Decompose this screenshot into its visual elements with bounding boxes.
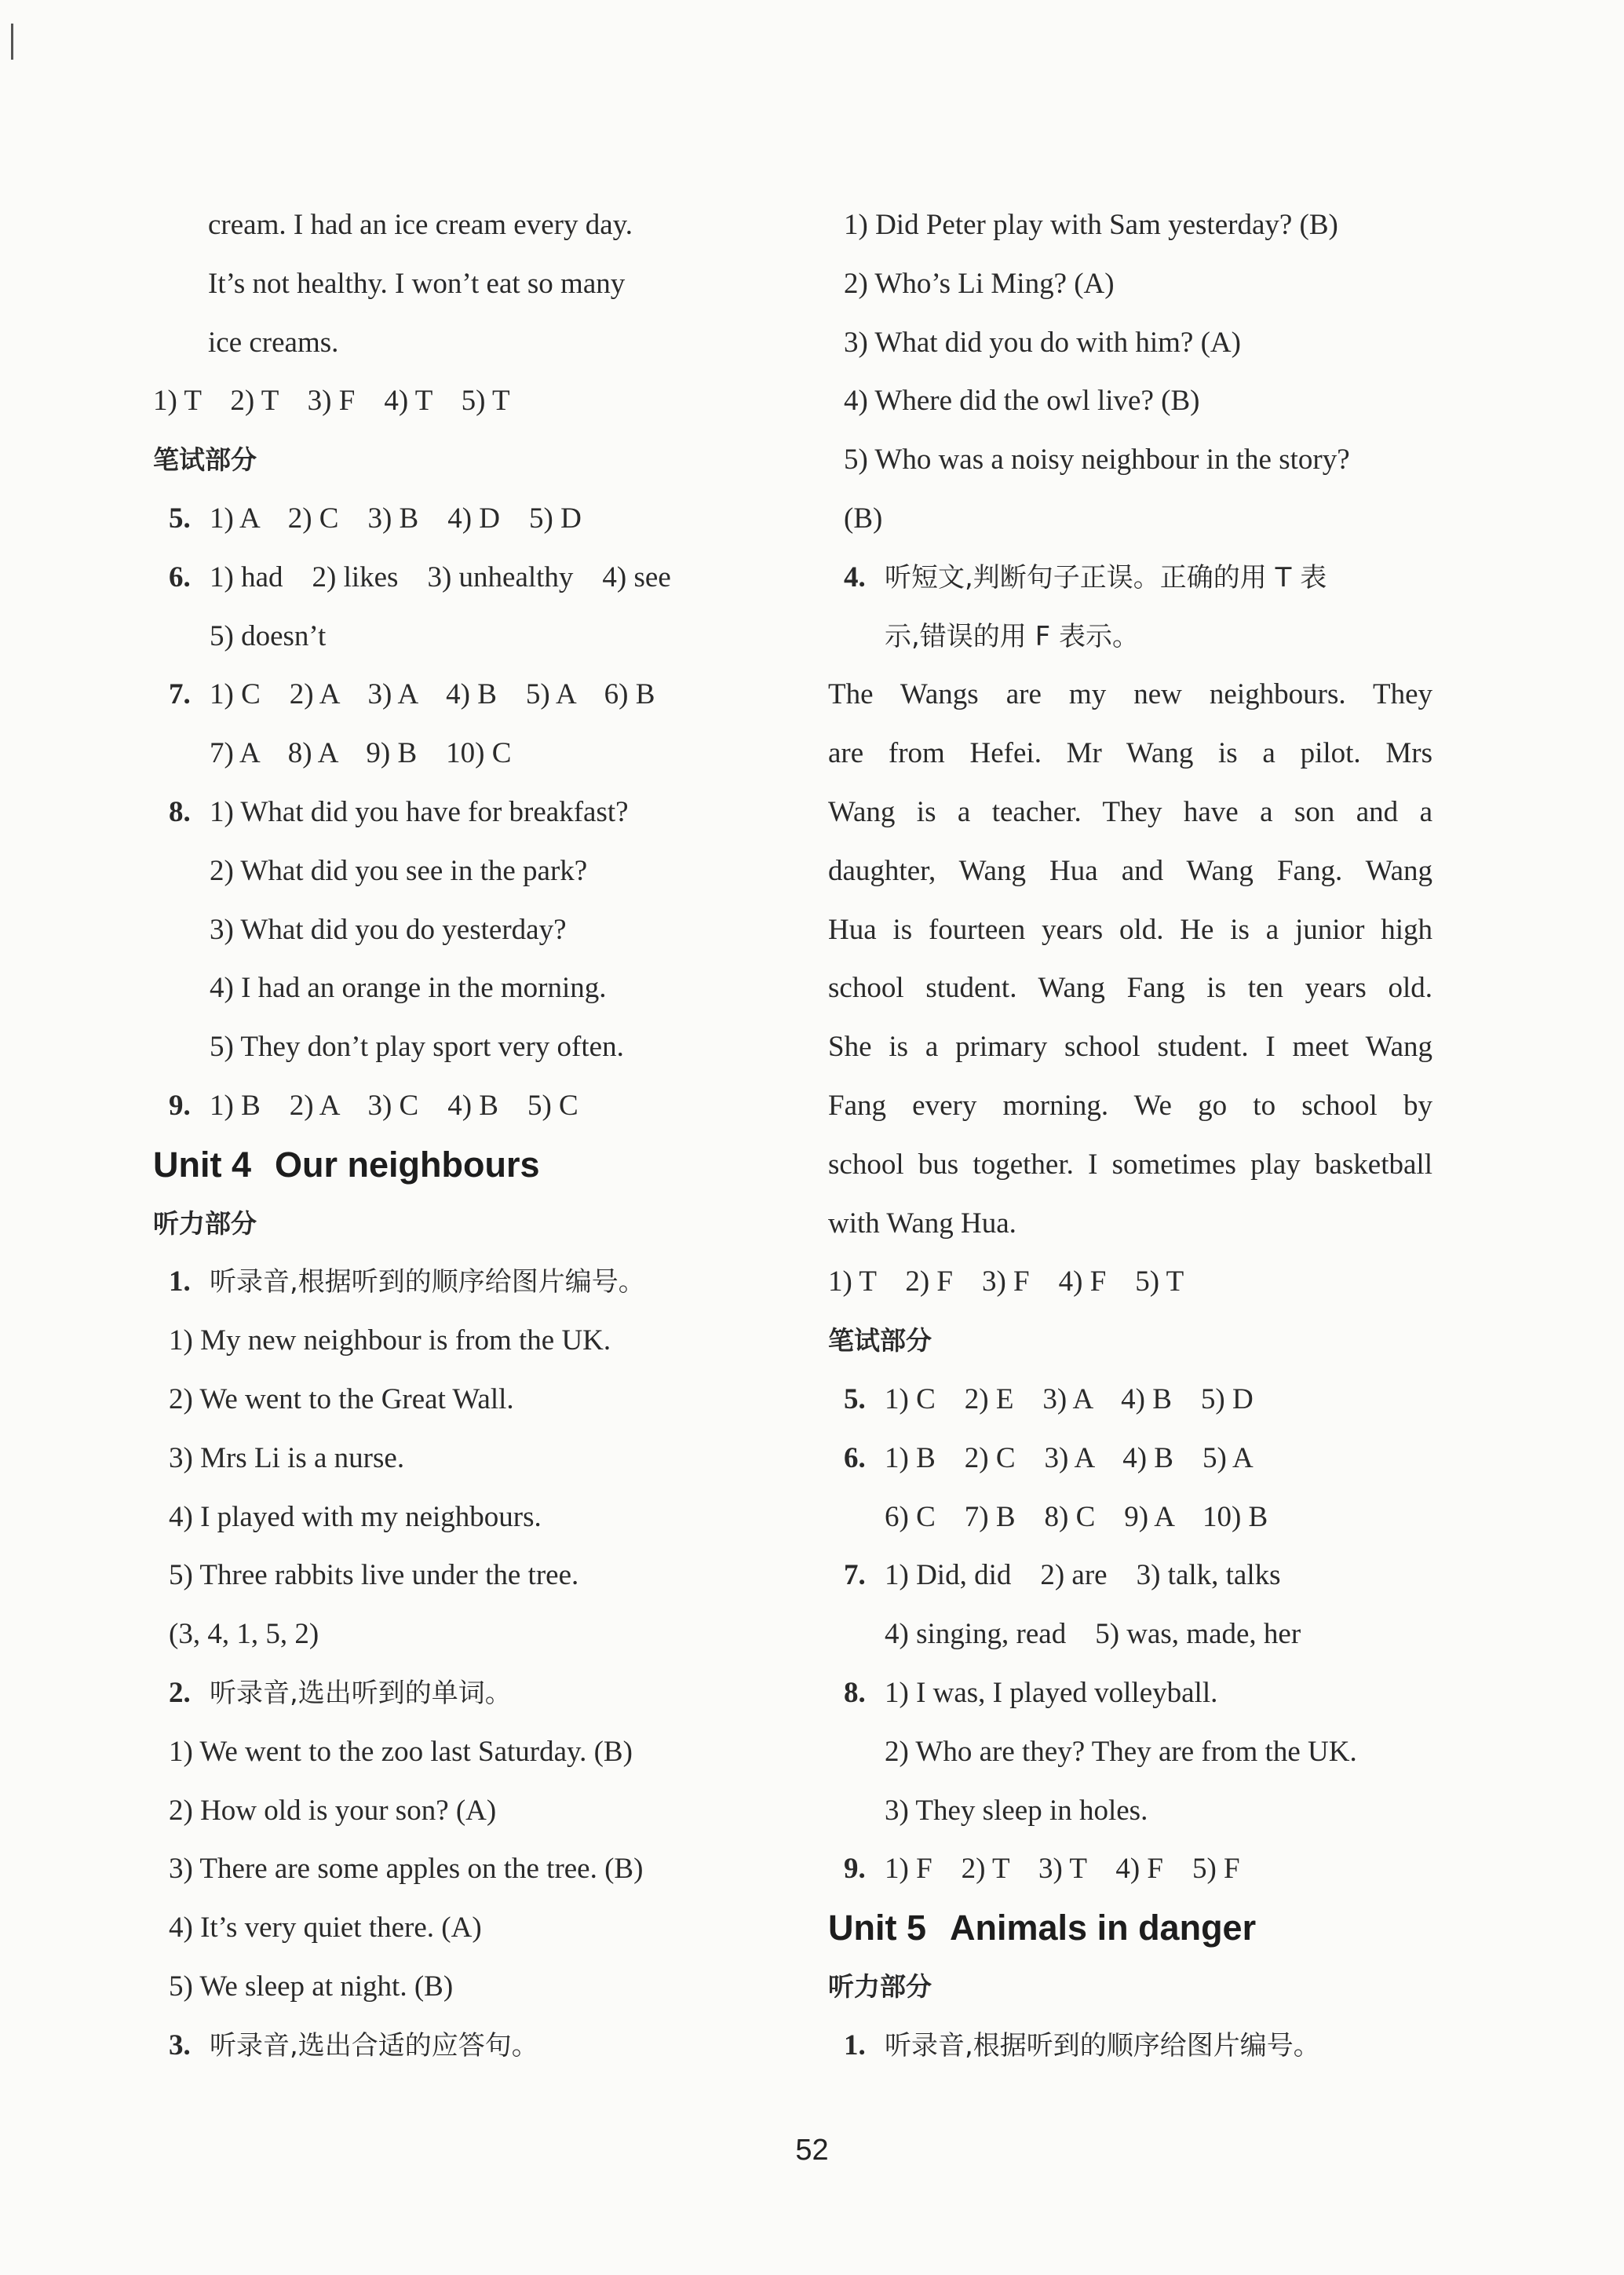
passage-line: The Wangs are my new neighbours. They — [828, 678, 1432, 711]
question-instruction-cont: 示,错误的用 F 表示。 — [885, 620, 1139, 652]
question-number: 9. — [169, 1089, 191, 1122]
answer-line: 1) T 2) T 3) F 4) T 5) T — [153, 385, 510, 418]
script-line: 2) We went to the Great Wall. — [169, 1382, 514, 1415]
question-instruction: 听录音,根据听到的顺序给图片编号。 — [210, 1266, 645, 1298]
unit-label: Unit 5 — [828, 1908, 927, 1948]
question-number: 8. — [169, 795, 191, 828]
script-line: 4) It’s very quiet there. (A) — [169, 1912, 482, 1945]
script-line: 3) What did you do with him? (A) — [844, 326, 1241, 359]
listening-question-4 — [828, 549, 1432, 608]
question-number: 8. — [844, 1676, 866, 1709]
question-9 — [828, 1840, 1432, 1899]
question-number: 6. — [169, 561, 191, 593]
question-number: 9. — [844, 1853, 866, 1886]
answer-text: 1) Did, did 2) are 3) talk, talks — [885, 1559, 1281, 1592]
answer-text: 1) A 2) C 3) B 4) D 5) D — [210, 502, 582, 535]
left-column — [153, 196, 773, 2076]
script-line: 2) How old is your son? (A) — [169, 1794, 497, 1827]
question-number: 6. — [844, 1441, 866, 1474]
passage-line: daughter, Wang Hua and Wang Fang. Wang — [828, 854, 1432, 887]
unit-heading — [153, 1136, 773, 1195]
answer-line: 6) C 7) B 8) C 9) A 10) B — [885, 1500, 1268, 1533]
section-heading-written: 笔试部分 — [153, 444, 257, 476]
question-5 — [153, 490, 773, 549]
answer-text: 1) C 2) A 3) A 4) B 5) A 6) B — [210, 678, 655, 711]
right-column — [828, 196, 1432, 2076]
answer-line: 2) Who are they? They are from the UK. — [885, 1735, 1357, 1768]
script-line: 1) We went to the zoo last Saturday. (B) — [169, 1735, 633, 1768]
passage-line: Fang every morning. We go to school by — [828, 1089, 1432, 1122]
script-line: 5) Who was a noisy neighbour in the story? — [844, 444, 1350, 477]
passage-line: school student. Wang Fang is ten years old. — [828, 972, 1432, 1005]
script-line: 5) Three rabbits live under the tree. — [169, 1559, 579, 1592]
question-instruction: 听录音,选出听到的单词。 — [210, 1677, 512, 1709]
script-line: 4) I played with my neighbours. — [169, 1500, 542, 1533]
question-5 — [828, 1371, 1432, 1430]
script-line: 4) Where did the owl live? (B) — [844, 385, 1200, 418]
unit-heading — [828, 1899, 1432, 1958]
unit-label: Unit 4 — [153, 1144, 252, 1185]
script-line: (B) — [844, 502, 883, 535]
question-number: 4. — [844, 561, 866, 593]
question-instruction: 听录音,根据听到的顺序给图片编号。 — [885, 2029, 1320, 2061]
question-number: 2. — [169, 1676, 191, 1709]
question-number: 1. — [169, 1265, 191, 1298]
answer-line: 2) What did you see in the park? — [210, 854, 588, 887]
answer-line: 3) They sleep in holes. — [885, 1794, 1148, 1827]
answer-text: 1) What did you have for breakfast? — [210, 795, 629, 828]
section-heading-written: 笔试部分 — [828, 1325, 932, 1357]
answer-line: 4) I had an orange in the morning. — [210, 972, 607, 1005]
passage-line: school bus together. I sometimes play basketball — [828, 1148, 1432, 1181]
question-number: 7. — [169, 678, 191, 711]
answer-line: 5) doesn’t — [210, 619, 327, 652]
question-number: 3. — [169, 2029, 191, 2061]
question-9 — [153, 1077, 773, 1136]
answer-text: 1) B 2) C 3) A 4) B 5) A — [885, 1441, 1254, 1474]
question-number: 5. — [169, 502, 191, 535]
listening-question-1 — [153, 1253, 773, 1312]
passage-line: Wang is a teacher. They have a son and a — [828, 795, 1432, 828]
question-number: 5. — [844, 1382, 866, 1415]
page-number: 52 — [795, 2134, 829, 2167]
answer-text: 1) C 2) E 3) A 4) B 5) D — [885, 1382, 1254, 1415]
passage-line: She is a primary school student. I meet Wang — [828, 1031, 1432, 1064]
listening-question-3 — [153, 2017, 773, 2076]
answer-line: 1) T 2) F 3) F 4) F 5) T — [828, 1265, 1184, 1298]
script-line: 1) My new neighbour is from the UK. — [169, 1324, 611, 1357]
answer-line: (3, 4, 1, 5, 2) — [169, 1618, 319, 1651]
unit-title: Our neighbours — [275, 1144, 540, 1185]
passage-line: are from Hefei. Mr Wang is a pilot. Mrs — [828, 737, 1432, 770]
question-6 — [153, 549, 773, 608]
question-instruction: 听录音,选出合适的应答句。 — [210, 2029, 538, 2061]
script-line: 2) Who’s Li Ming? (A) — [844, 267, 1115, 300]
question-8 — [153, 783, 773, 842]
script-line: 1) Did Peter play with Sam yesterday? (B) — [844, 209, 1338, 241]
listening-question-2 — [153, 1664, 773, 1723]
section-heading-listening: 听力部分 — [153, 1207, 257, 1239]
unit-title: Animals in danger — [950, 1908, 1257, 1948]
script-line: 3) There are some apples on the tree. (B) — [169, 1853, 644, 1886]
question-6 — [828, 1430, 1432, 1488]
answer-line: 3) What did you do yesterday? — [210, 913, 567, 946]
binding-mark — [11, 24, 13, 60]
text-line: cream. I had an ice cream every day. — [208, 209, 633, 241]
answer-line: 4) singing, read 5) was, made, her — [885, 1618, 1301, 1651]
section-heading-listening: 听力部分 — [828, 1970, 932, 2002]
script-line: 5) We sleep at night. (B) — [169, 1970, 454, 2003]
text-line: It’s not healthy. I won’t eat so many — [208, 267, 626, 300]
answer-text: 1) I was, I played volleyball. — [885, 1676, 1218, 1709]
text-line: ice creams. — [208, 326, 339, 359]
answer-text: 1) B 2) A 3) C 4) B 5) C — [210, 1089, 578, 1122]
question-number: 1. — [844, 2029, 866, 2061]
listening-question-1 — [828, 2017, 1432, 2076]
question-7 — [828, 1546, 1432, 1605]
passage-line: with Wang Hua. — [828, 1207, 1016, 1240]
answer-line: 7) A 8) A 9) B 10) C — [210, 737, 512, 770]
question-8 — [828, 1664, 1432, 1723]
passage-line: Hua is fourteen years old. He is a junior high — [828, 913, 1432, 946]
question-instruction: 听短文,判断句子正误。正确的用 T 表 — [885, 561, 1327, 593]
question-7 — [153, 666, 773, 725]
question-number: 7. — [844, 1559, 866, 1592]
script-line: 3) Mrs Li is a nurse. — [169, 1441, 405, 1474]
answer-text: 1) had 2) likes 3) unhealthy 4) see — [210, 561, 671, 593]
answer-line: 5) They don’t play sport very often. — [210, 1031, 624, 1064]
answer-text: 1) F 2) T 3) T 4) F 5) F — [885, 1853, 1240, 1886]
